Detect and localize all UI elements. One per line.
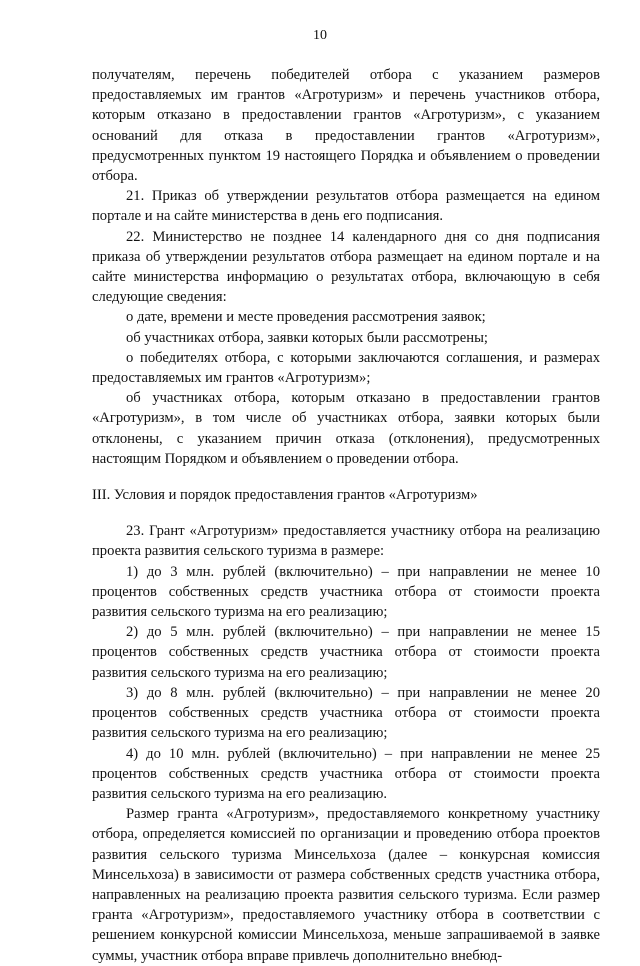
- list-item-dates: о дате, времени и месте проведения рассмотрения заявок;: [126, 309, 486, 326]
- grant-tier-2: 2) до 5 млн. рублей (включительно) – при направлении не менее 15 процентов собственных средств участника отбора от стоимости проекта развития сельского туризма на его реализацию;: [92, 624, 600, 681]
- document-body: [92, 65, 600, 966]
- section-heading: III. Условия и порядок предоставления грантов «Агротуризм»: [92, 487, 478, 504]
- grant-tier-3: 3) до 8 млн. рублей (включительно) – при направлении не менее 20 процентов собственных средств участника отбора от стоимости проекта развития сельского туризма на его реализацию;: [92, 684, 600, 742]
- paragraph-23: 23. Грант «Агротуризм» предоставляется участнику отбора на реализацию проекта развития сельского туризма в размере:: [92, 523, 600, 560]
- paragraph-21: 21. Приказ об утверждении результатов отбора размещается на едином портале и на сайте министерства в день его подписания.: [92, 188, 600, 225]
- paragraph-22: 22. Министерство не позднее 14 календарного дня со дня подписания приказа об утверждении результатов отбора размещает на едином портале и на сайте министерства информацию о результатах отбора, включающую в себя следующие сведения:: [92, 228, 600, 306]
- grant-tier-4: 4) до 10 млн. рублей (включительно) – при направлении не менее 25 процентов собственных средств участника отбора от стоимости проекта развития сельского туризма на его реализацию.: [92, 745, 600, 802]
- grant-tier-1: 1) до 3 млн. рублей (включительно) – при направлении не менее 10 процентов собственных средств участника отбора от стоимости проекта развития сельского туризма на его реализацию;: [92, 563, 600, 621]
- paragraph-grant-size: Размер гранта «Агротуризм», предоставляемого конкретному участнику отбора, определяется комиссией по организации и проведению отбора проектов развития сельского туризма Минсельхоза (далее – конкурсная комиссия Минсельхоза) в зависимости от размера собственных средств участника отбора, направленных на реализацию проекта развития сельского туризма. Если размер гранта «Агротуризм», предоставляемого участнику отбора в соответствии с решением конкурсной комиссии Минсельхоза, меньше запрашиваемой в заявке суммы, участник отбора вправе привлечь дополнительно внебюд-: [92, 806, 600, 964]
- list-item-participants: об участниках отбора, заявки которых были рассмотрены;: [126, 329, 488, 346]
- paragraph-continuation: получателям, перечень победителей отбора с указанием размеров предоставляемых им грантов «Агротуризм» и перечень участников отбора, которым отказано в предоставлении грантов «Агротуризм», с указанием оснований для отказа в предоставлении грантов «Агротуризм», предусмотренных пунктом 19 настоящего Порядка и объявлением о проведении отбора.: [92, 67, 600, 185]
- page-number: 10: [313, 28, 327, 43]
- list-item-winners: о победителях отбора, с которыми заключаются соглашения, и размерах предоставляемых им грантов «Агротуризм»;: [92, 349, 600, 387]
- list-item-refused: об участниках отбора, которым отказано в предоставлении грантов «Агротуризм», в том числе об участниках отбора, заявки которых были отклонены, с указанием причин отказа (отклонения), предусмотренных настоящим Порядком и объявлением о проведении отбора.: [92, 390, 600, 467]
